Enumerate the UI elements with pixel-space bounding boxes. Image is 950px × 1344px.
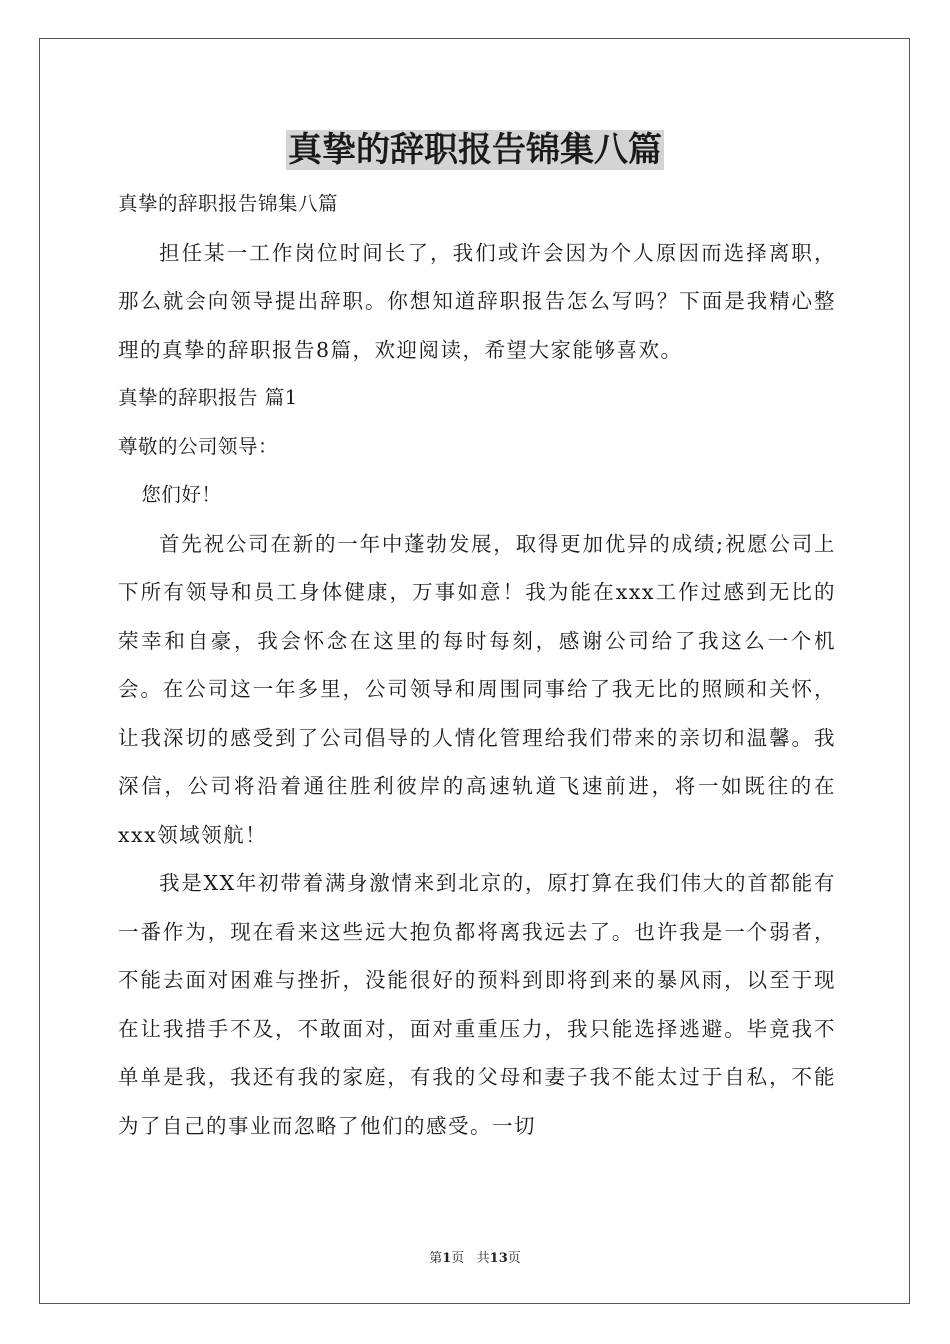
body-paragraph-2: 我是XX年初带着满身激情来到北京的，原打算在我们伟大的首都能有一番作为，现在看来这些远大抱负都将离我远去了。也许我是一个弱者，不能去面对困难与挫折，没能很好的预料到即将到来的暴风雨，以至于现在让我措手不及，不敢面对，面对重重压力，我只能选择逃避。毕竟我不单单是我，我还有我的家庭，有我的父母和妻子我不能太过于自私，不能为了自己的事业而忽略了他们的感受。一切 [118,871,836,1138]
body-paragraph-1: 首先祝公司在新的一年中蓬勃发展，取得更加优异的成绩;祝愿公司上下所有领导和员工身体健康，万事如意！我为能在xxx工作过感到无比的荣幸和自豪，我会怀念在这里的每时每刻，感谢公司给了我这么一个机会。在公司这一年多里，公司领导和周围同事给了我无比的照顾和关怀，让我深切的感受到了公司倡导的人情化管理给我们带来的亲切和温馨。我深信，公司将沿着通往胜利彼岸的高速轨道飞速前进，将一如既往的在xxx领域领航！ [118,531,836,847]
section-heading: 真挚的辞职报告 篇1 [118,386,298,409]
document-title-text: 真挚的辞职报告锦集八篇 [288,130,662,170]
page-footer [0,1250,950,1268]
current-page-number: 1 [442,1251,452,1266]
salutation: 尊敬的公司领导： [118,434,279,458]
greeting: 您们好！ [141,483,222,506]
document-title [0,128,950,172]
page-label-suffix: 页 [507,1251,521,1266]
total-page-count: 13 [489,1251,508,1266]
document-body [118,180,836,1150]
document-subtitle: 真挚的辞职报告锦集八篇 [118,192,339,215]
intro-paragraph: 担任某一工作岗位时间长了，我们或许会因为个人原因而选择离职，那么就会向领导提出辞职。你想知道辞职报告怎么写吗？下面是我精心整理的真挚的辞职报告8篇，欢迎阅读，希望大家能够喜欢。 [118,240,836,362]
page-label-prefix: 第 [429,1251,443,1266]
page-label-mid: 页 共 [451,1251,490,1266]
